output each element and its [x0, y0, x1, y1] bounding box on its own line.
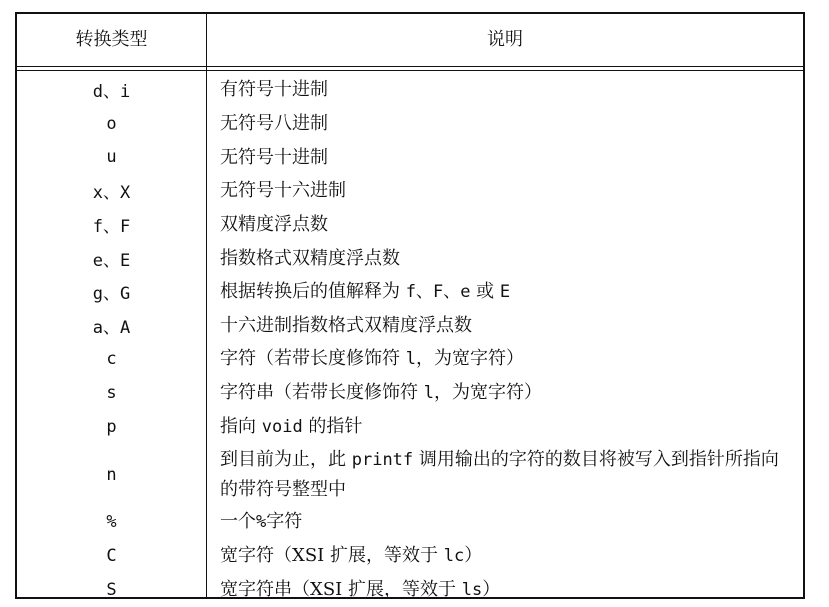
table-body	[17, 73, 803, 607]
conversion-type-cell: p	[106, 416, 117, 437]
conversion-type-cell: %	[106, 512, 117, 533]
table-row	[17, 539, 803, 573]
table-row	[17, 107, 803, 141]
description-segment: ）	[464, 545, 483, 567]
description-text	[220, 507, 302, 537]
conversion-type-cell: o	[106, 113, 117, 134]
description-text	[220, 378, 542, 408]
description-segment: 无符号十进制	[220, 146, 328, 168]
code-literal: %	[256, 512, 267, 533]
description-segment: 指向	[220, 415, 262, 437]
code-literal: void	[261, 416, 303, 437]
description-text	[220, 311, 472, 340]
description-segment: 十六进制指数格式双精度浮点数	[220, 315, 472, 337]
description-text	[220, 244, 400, 273]
conversion-type-cell: g、G	[92, 284, 131, 305]
table-row	[17, 410, 803, 444]
description-segment: 根据转换后的值解释为	[220, 280, 406, 302]
description-text	[220, 176, 346, 205]
conversion-type-cell: d、i	[92, 82, 131, 103]
description-cell	[220, 208, 793, 242]
conversion-type-cell: e、E	[92, 250, 131, 271]
description-text	[220, 277, 510, 307]
table-row	[17, 309, 803, 343]
table-row	[17, 444, 803, 506]
description-segment: ，为宽字符）	[433, 382, 542, 404]
conversion-type-cell: x、X	[92, 183, 131, 204]
conversion-type-cell: c	[106, 349, 117, 370]
table-row	[17, 376, 803, 410]
conversion-type-cell: u	[106, 147, 117, 168]
description-segment: 字符（若带长度修饰符	[220, 348, 406, 370]
code-literal: l	[423, 383, 434, 404]
conversion-type-cell: s	[106, 383, 117, 404]
description-cell	[220, 410, 793, 444]
table-row	[17, 241, 803, 275]
description-segment: 字符串（若带长度修饰符	[220, 382, 424, 404]
header-description: 说明	[487, 29, 523, 50]
description-text	[220, 210, 328, 239]
table-row	[17, 208, 803, 242]
conversion-type-cell: C	[106, 546, 117, 567]
table-row	[17, 140, 803, 174]
code-literal: E	[499, 281, 511, 302]
conversion-type-cell: a、A	[92, 318, 131, 339]
description-segment: 一个	[220, 511, 256, 533]
header-divider-bottom	[17, 70, 803, 71]
table-header	[17, 14, 803, 66]
table-row	[17, 275, 803, 309]
description-cell	[220, 174, 793, 208]
description-segment: 双精度浮点数	[220, 214, 328, 236]
description-text	[220, 143, 328, 172]
table-row	[17, 174, 803, 208]
description-cell	[220, 539, 793, 573]
description-cell	[220, 73, 793, 107]
table-row	[17, 573, 803, 607]
code-literal: printf	[351, 450, 414, 471]
description-text	[220, 75, 328, 104]
description-cell	[220, 444, 793, 506]
description-segment: 调用输出的字符的数目将被写入到指针所指向的带符号整型中	[220, 449, 779, 501]
table-row	[17, 506, 803, 540]
description-segment: 有符号十进制	[220, 79, 328, 101]
description-segment: 宽字符串（XSI 扩展，等效于	[220, 578, 462, 600]
description-text	[220, 109, 328, 138]
conversion-type-cell: f、F	[92, 217, 131, 238]
code-literal: lc	[443, 546, 465, 567]
description-cell	[220, 573, 793, 607]
description-segment: ）	[482, 578, 501, 600]
code-literal: ls	[461, 579, 483, 600]
description-cell	[220, 376, 793, 410]
description-cell	[220, 506, 793, 540]
code-literal: f、F、e	[405, 281, 471, 302]
header-conversion-type: 转换类型	[75, 29, 148, 50]
description-cell	[220, 309, 793, 343]
description-cell	[220, 343, 793, 377]
description-cell	[220, 140, 793, 174]
description-segment: 宽字符（XSI 扩展，等效于	[220, 545, 444, 567]
table-row	[17, 343, 803, 377]
description-segment: 指数格式双精度浮点数	[220, 247, 400, 269]
description-text	[220, 575, 500, 605]
description-cell	[220, 275, 793, 309]
description-text	[220, 344, 524, 374]
conversion-type-table	[15, 12, 805, 599]
description-text	[220, 541, 482, 571]
code-literal: l	[405, 349, 416, 370]
description-segment: 无符号十六进制	[220, 180, 346, 202]
description-cell	[220, 107, 793, 141]
description-segment: 到目前为止，此	[220, 449, 352, 471]
description-segment: ，为宽字符）	[415, 348, 524, 370]
description-text	[220, 445, 793, 504]
description-segment: 无符号八进制	[220, 113, 328, 135]
description-segment: 或	[470, 280, 500, 302]
conversion-type-cell: n	[106, 464, 117, 485]
description-segment: 字符	[266, 511, 303, 533]
conversion-type-cell: S	[106, 579, 117, 600]
header-divider-top	[17, 66, 803, 67]
description-cell	[220, 241, 793, 275]
description-text	[220, 412, 362, 442]
description-segment: 的指针	[302, 415, 363, 437]
table-row	[17, 73, 803, 107]
